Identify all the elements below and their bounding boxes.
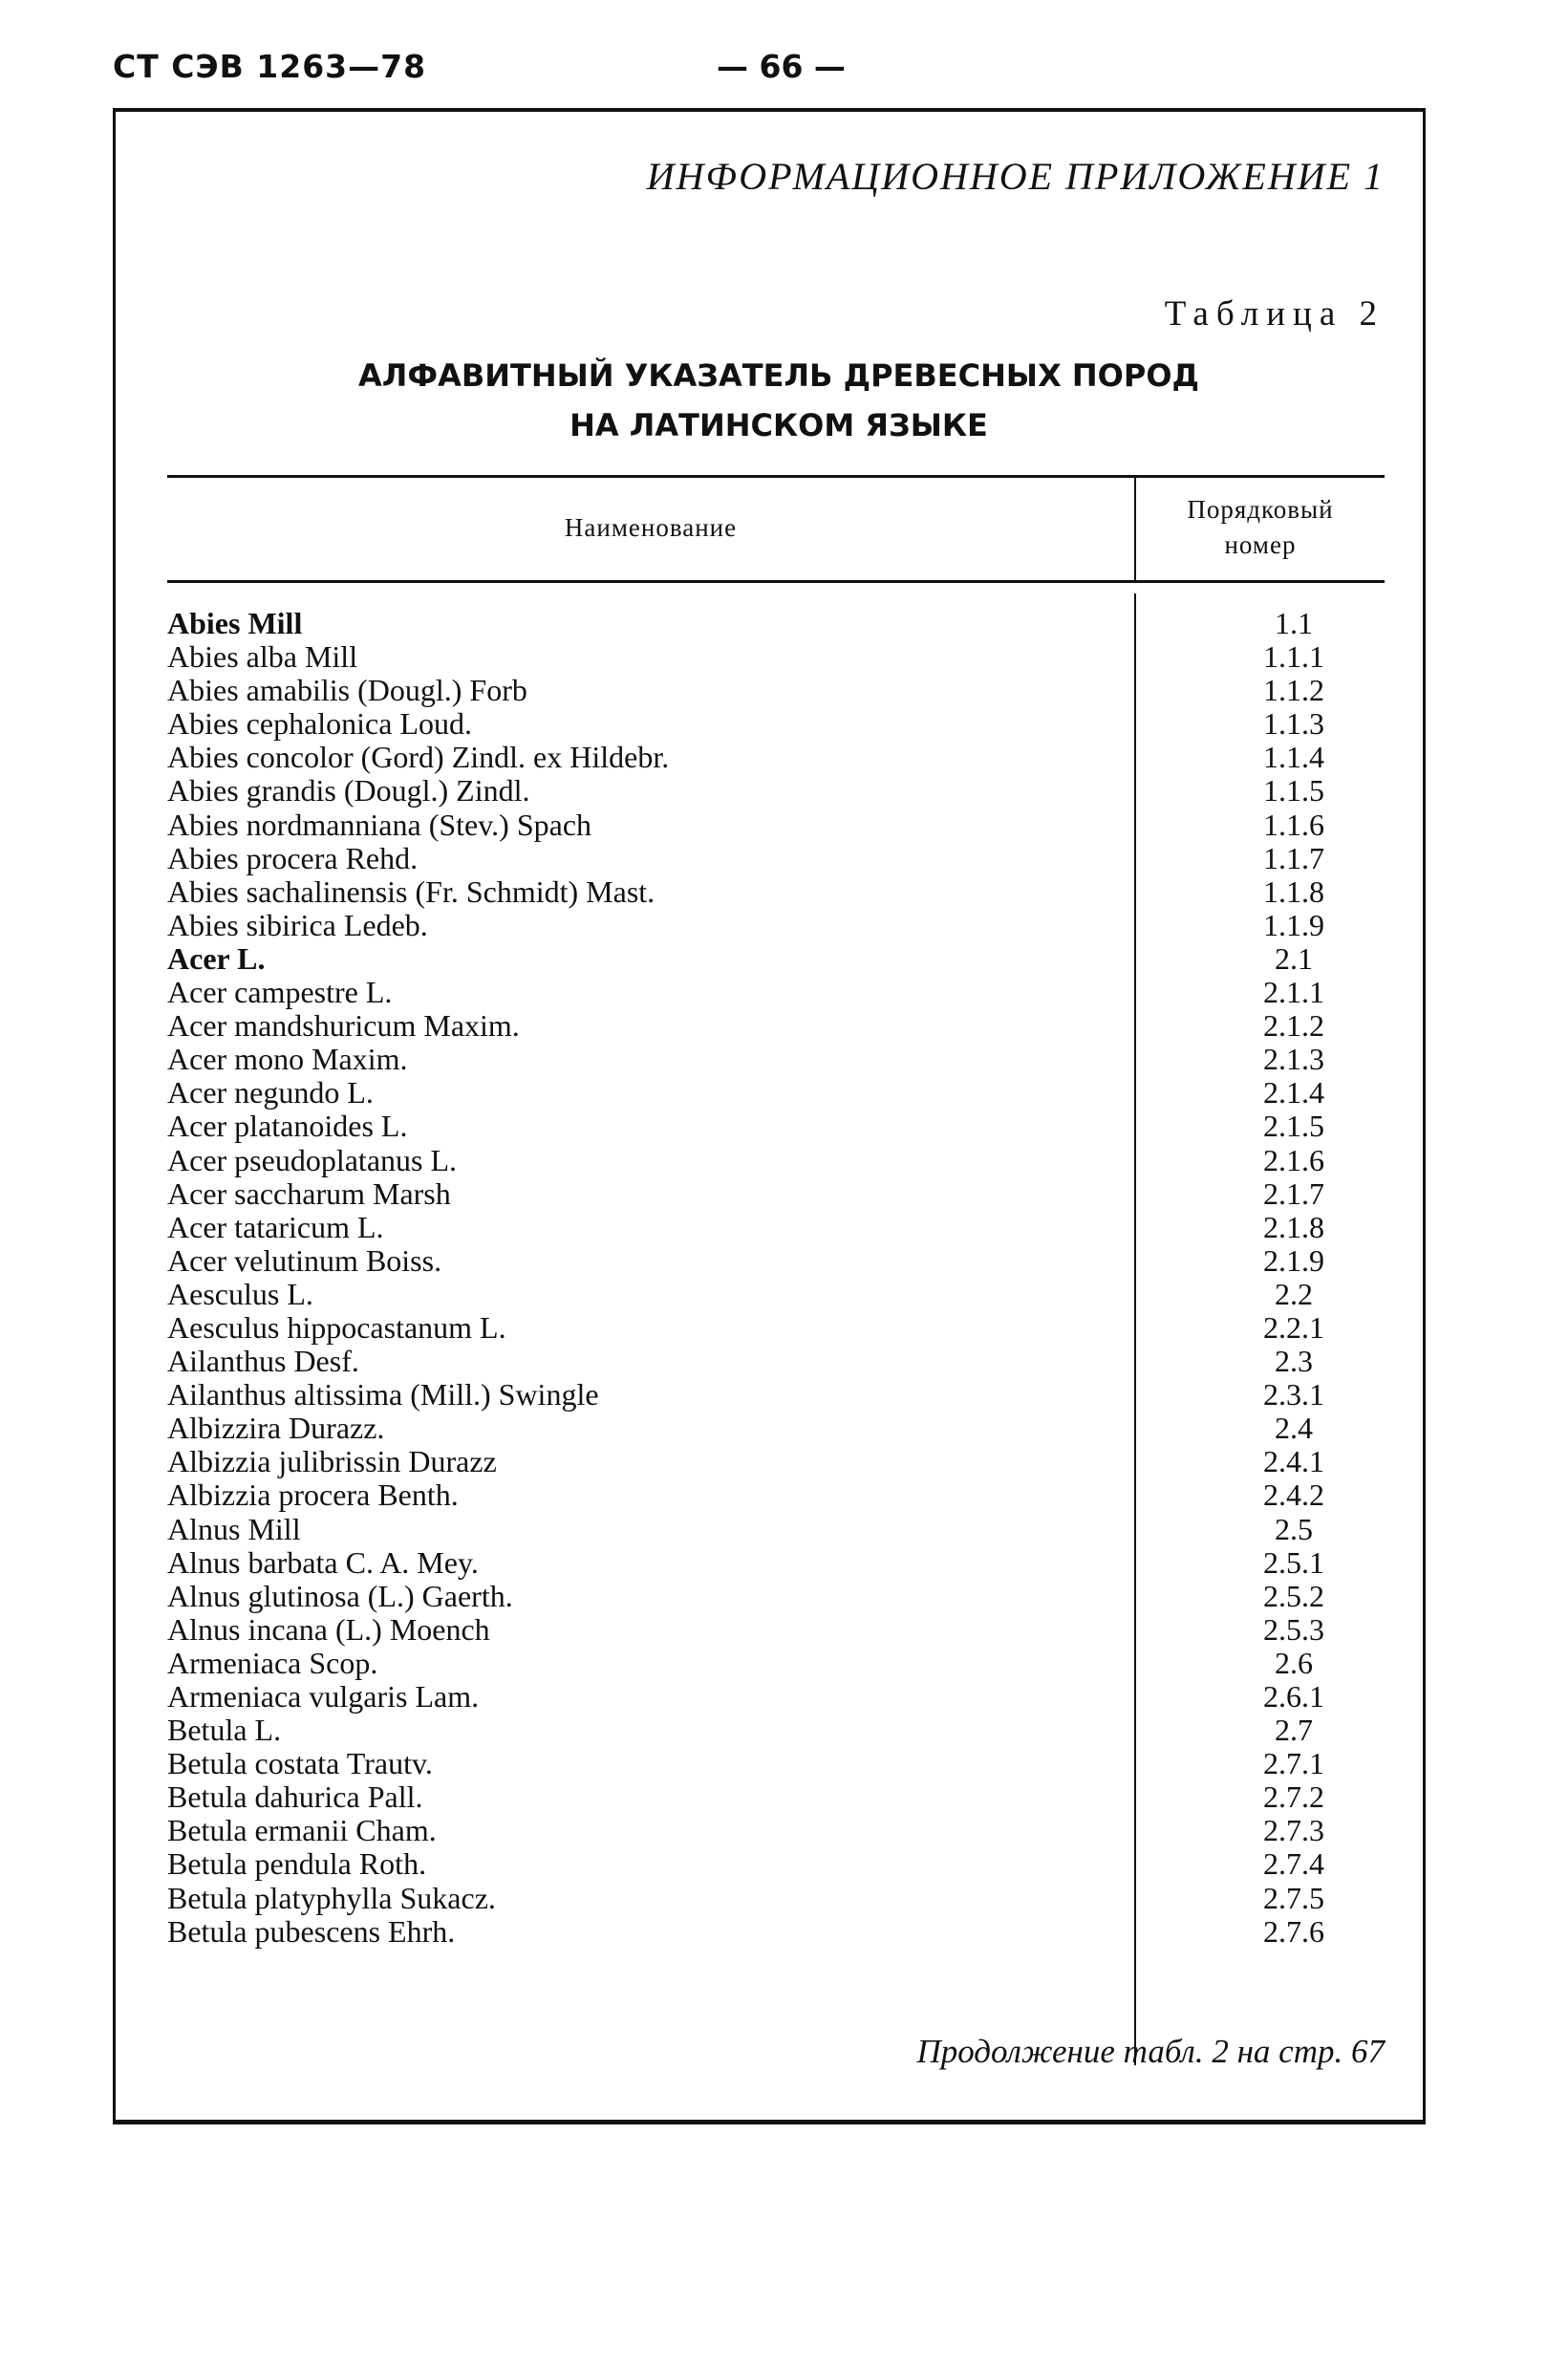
ordinal-number: 1.1.5 — [1263, 773, 1324, 809]
table-row — [167, 1345, 1385, 1378]
ordinal-number: 2.7.2 — [1263, 1779, 1324, 1815]
species-name: Aesculus hippocastanum L. — [167, 1309, 506, 1345]
table-row — [167, 1847, 1385, 1881]
page-frame — [113, 108, 1426, 2124]
ordinal-number: 2.7 — [1275, 1713, 1313, 1748]
ordinal-number: 2.1.8 — [1263, 1209, 1324, 1244]
column-header-name: Наименование — [564, 513, 738, 542]
species-name: Abies cephalonica Loud. — [167, 706, 472, 742]
species-name: Acer campestre L. — [167, 975, 393, 1010]
table-row — [167, 1445, 1385, 1478]
ordinal-number: 1.1.3 — [1263, 706, 1324, 742]
ordinal-number: 1.1.1 — [1263, 639, 1324, 675]
ordinal-number: 2.4.2 — [1263, 1477, 1324, 1513]
table-row — [167, 1814, 1385, 1847]
table-row — [167, 1513, 1385, 1546]
table-row — [167, 607, 1385, 640]
ordinal-number: 2.1.3 — [1263, 1042, 1324, 1077]
ordinal-number: 2.1.9 — [1263, 1242, 1324, 1278]
appendix-title: ИНФОРМАЦИОННОЕ ПРИЛОЖЕНИЕ 1 — [646, 155, 1385, 198]
species-name: Betula dahurica Pall. — [167, 1779, 423, 1815]
table-row — [167, 1882, 1385, 1915]
table-row — [167, 1546, 1385, 1580]
species-name: Betula platyphylla Sukacz. — [167, 1880, 496, 1915]
table-row — [167, 1211, 1385, 1244]
ordinal-number: 1.1.2 — [1263, 673, 1324, 708]
table-row — [167, 1311, 1385, 1345]
species-name: Alnus barbata C. A. Mey. — [167, 1544, 479, 1580]
species-name: Abies sibirica Ledeb. — [167, 907, 428, 942]
ordinal-number: 2.4.1 — [1263, 1444, 1324, 1479]
table-row — [167, 1177, 1385, 1211]
table-row — [167, 1009, 1385, 1043]
ordinal-number: 2.1.2 — [1263, 1008, 1324, 1044]
species-name: Albizzia julibrissin Durazz — [167, 1444, 497, 1479]
ordinal-number: 1.1 — [1275, 606, 1313, 640]
species-name: Alnus glutinosa (L.) Gaerth. — [167, 1578, 513, 1613]
species-name: Aesculus L. — [167, 1276, 313, 1311]
table-row — [167, 909, 1385, 942]
species-name: Albizzia procera Benth. — [167, 1477, 459, 1513]
species-name: Acer pseudoplatanus L. — [167, 1142, 458, 1177]
ordinal-number: 2.7.3 — [1263, 1813, 1324, 1848]
table-row — [167, 809, 1385, 842]
ordinal-number: 1.1.4 — [1263, 740, 1324, 775]
ordinal-number: 2.7.1 — [1263, 1746, 1324, 1781]
ordinal-number: 2.5.1 — [1263, 1544, 1324, 1580]
species-name: Abies sachalinensis (Fr. Schmidt) Mast. — [167, 873, 655, 909]
ordinal-number: 2.7.6 — [1263, 1913, 1324, 1949]
ordinal-number: 2.2 — [1275, 1276, 1313, 1311]
species-name: Alnus Mill — [167, 1511, 301, 1546]
table-row — [167, 640, 1385, 674]
table-row — [167, 1478, 1385, 1512]
table-row — [167, 1714, 1385, 1747]
table-row — [167, 1780, 1385, 1814]
table-row — [167, 1915, 1385, 1949]
species-name: Betula costata Trautv. — [167, 1746, 433, 1781]
table-row — [167, 1144, 1385, 1177]
species-name: Acer mono Maxim. — [167, 1042, 408, 1077]
table-row — [167, 1412, 1385, 1445]
ordinal-number: 1.1.8 — [1263, 873, 1324, 909]
species-name: Acer mandshuricum Maxim. — [167, 1008, 520, 1044]
table-row — [167, 1747, 1385, 1780]
table-row — [167, 1613, 1385, 1647]
table-row — [167, 976, 1385, 1009]
species-name: Betula pendula Roth. — [167, 1846, 427, 1882]
ordinal-number: 2.5.2 — [1263, 1578, 1324, 1613]
ordinal-number: 2.7.5 — [1263, 1880, 1324, 1915]
species-name: Abies amabilis (Dougl.) Forb — [167, 673, 527, 708]
species-name: Betula ermanii Cham. — [167, 1813, 437, 1848]
species-name: Betula L. — [167, 1713, 282, 1748]
ordinal-number: 2.5.3 — [1263, 1611, 1324, 1647]
table-row — [167, 942, 1385, 976]
table-row — [167, 1378, 1385, 1412]
table-row — [167, 875, 1385, 909]
table-row — [167, 1680, 1385, 1714]
ordinal-number: 2.6 — [1275, 1645, 1313, 1680]
species-name: Acer platanoides L. — [167, 1109, 408, 1144]
running-header — [113, 48, 1431, 96]
ordinal-number: 2.1.4 — [1263, 1075, 1324, 1111]
species-name: Acer velutinum Boiss. — [167, 1242, 442, 1278]
species-name: Albizzira Durazz. — [167, 1411, 385, 1446]
species-name: Abies alba Mill — [167, 639, 358, 675]
ordinal-number: 2.3 — [1275, 1344, 1313, 1379]
table-row — [167, 674, 1385, 707]
species-name: Abies nordmanniana (Stev.) Spach — [167, 807, 592, 842]
species-name: Ailanthus altissima (Mill.) Swingle — [167, 1377, 599, 1412]
ordinal-number: 2.5 — [1275, 1511, 1313, 1546]
index-title-line-1: АЛФАВИТНЫЙ УКАЗАТЕЛЬ ДРЕВЕСНЫХ ПОРОД — [357, 357, 1200, 394]
species-name: Alnus incana (L.) Moench — [167, 1611, 490, 1647]
table-row — [167, 1580, 1385, 1613]
ordinal-number: 2.6.1 — [1263, 1679, 1324, 1714]
header-bottom-rule — [167, 580, 1385, 583]
table-row — [167, 1110, 1385, 1143]
species-name: Abies Mill — [167, 606, 303, 640]
species-name: Acer tataricum L. — [167, 1209, 384, 1244]
ordinal-number: 2.3.1 — [1263, 1377, 1324, 1412]
table-top-rule — [167, 475, 1385, 478]
species-name: Abies grandis (Dougl.) Zindl. — [167, 773, 530, 809]
table-row — [167, 1278, 1385, 1311]
page-number: — 66 — — [717, 48, 846, 85]
ordinal-number: 2.4 — [1275, 1411, 1313, 1446]
ordinal-number: 2.1.6 — [1263, 1142, 1324, 1177]
ordinal-number: 1.1.9 — [1263, 907, 1324, 942]
standard-code: СТ СЭВ 1263—78 — [113, 48, 427, 85]
continuation-note: Продолжение табл. 2 на стр. 67 — [916, 2033, 1385, 2070]
ordinal-number: 2.1 — [1275, 940, 1313, 976]
index-title — [116, 351, 1423, 450]
table-row — [167, 774, 1385, 808]
table-body — [167, 607, 1385, 1949]
species-name: Armeniaca Scop. — [167, 1645, 378, 1680]
ordinal-number: 2.1.7 — [1263, 1175, 1324, 1211]
table-row — [167, 1043, 1385, 1076]
species-name: Betula pubescens Ehrh. — [167, 1913, 456, 1949]
index-title-line-2: НА ЛАТИНСКОМ ЯЗЫКЕ — [569, 407, 988, 443]
ordinal-number: 2.1.5 — [1263, 1109, 1324, 1144]
species-name: Acer saccharum Marsh — [167, 1175, 451, 1211]
species-name: Acer negundo L. — [167, 1075, 374, 1111]
table-row — [167, 842, 1385, 875]
species-name: Abies concolor (Gord) Zindl. ex Hildebr. — [167, 740, 670, 775]
ordinal-number: 2.7.4 — [1263, 1846, 1324, 1882]
species-name: Ailanthus Desf. — [167, 1344, 359, 1379]
column-header-number-line-1: Порядковый — [1187, 495, 1334, 524]
ordinal-number: 1.1.6 — [1263, 807, 1324, 842]
column-header-number — [1136, 492, 1385, 563]
species-name: Abies procera Rehd. — [167, 840, 419, 875]
table-row — [167, 1076, 1385, 1110]
table-row — [167, 1244, 1385, 1278]
table-row — [167, 741, 1385, 774]
ordinal-number: 2.1.1 — [1263, 975, 1324, 1010]
table-row — [167, 1647, 1385, 1680]
table-number: Таблица 2 — [1164, 294, 1385, 334]
species-name: Armeniaca vulgaris Lam. — [167, 1679, 480, 1714]
ordinal-number: 1.1.7 — [1263, 840, 1324, 875]
species-name: Acer L. — [167, 940, 266, 976]
column-header-number-line-2: номер — [1224, 530, 1297, 559]
table-row — [167, 707, 1385, 741]
ordinal-number: 2.2.1 — [1263, 1309, 1324, 1345]
